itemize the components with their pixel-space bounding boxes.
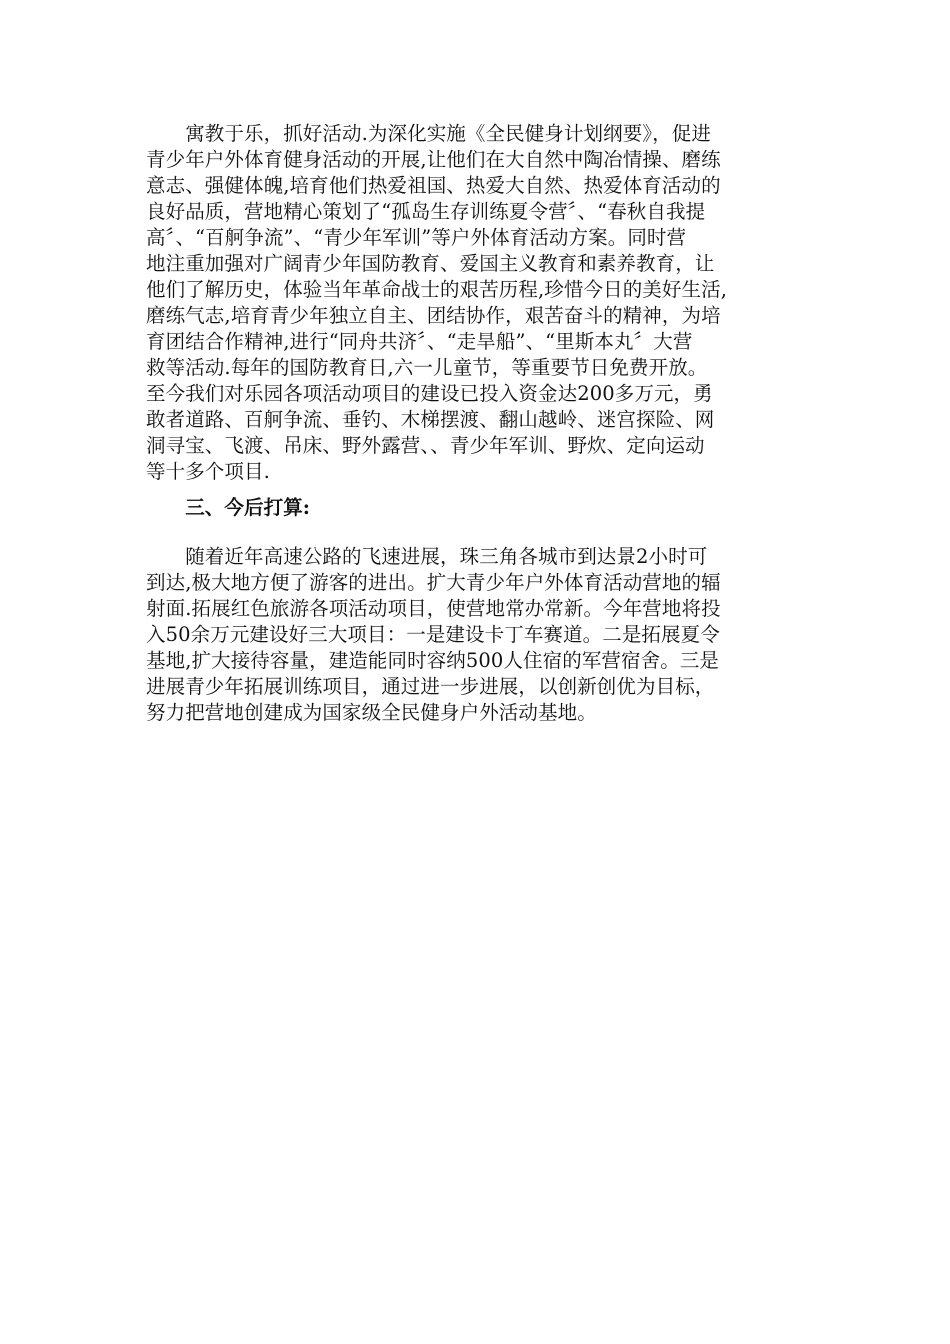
text-line: 努力把营地创建成为国家级全民健身户外活动基地。 bbox=[146, 701, 597, 724]
heading-text: 三、今后打算: bbox=[146, 496, 311, 519]
text-line: 随着近年高速公路的飞速进展，珠三角各城市到达景2小时可 bbox=[146, 545, 708, 568]
text-line: 良好品质，营地精心策划了“孤岛生存训练夏令营〞、“春秋自我提 bbox=[146, 200, 706, 223]
text-line: 意志、强健体魄,培育他们热爱祖国、热爱大自然、热爱体育活动的 bbox=[146, 174, 721, 197]
section-heading bbox=[146, 495, 810, 521]
text-line: 他们了解历史，体验当年革命战士的艰苦历程,珍惜今日的美好生活, bbox=[146, 278, 727, 301]
text-line: 到达,极大地方便了游客的进出。扩大青少年户外体育活动营地的辐 bbox=[146, 571, 721, 594]
text-line: 基地,扩大接待容量，建造能同时容纳500人住宿的军营宿舍。三是 bbox=[146, 649, 720, 672]
text-line: 进展青少年拓展训练项目，通过进一步进展，以创新创优为目标， bbox=[146, 675, 715, 698]
text-line: 入50余万元建设好三大项目：一是建设卡丁车赛道。二是拓展夏令 bbox=[146, 623, 720, 646]
text-line: 敢者道路、百舸争流、垂钓、木梯摆渡、翻山越岭、迷宫探险、网 bbox=[146, 408, 715, 431]
text-line: 高〞、“百舸争流”、“青少年军训”等户外体育活动方案。同时营 bbox=[146, 226, 687, 249]
text-line: 救等活动.每年的国防教育日,六一儿童节，等重要节日免费开放。 bbox=[146, 356, 708, 379]
text-line: 育团结合作精神,进行“同舟共济〞、“走旱船”、“里斯本丸〞大营 bbox=[146, 330, 693, 353]
text-line: 至今我们对乐园各项活动项目的建设已投入资金达200多万元，勇 bbox=[146, 382, 713, 405]
text-line: 寓教于乐，抓好活动.为深化实施《全民健身计划纲要》，促进 bbox=[146, 122, 711, 145]
paragraph-activities bbox=[146, 121, 810, 485]
text-line: 射面.拓展红色旅游各项活动项目，使营地常办常新。今年营地将投 bbox=[146, 597, 721, 620]
text-line: 地注重加强对广阔青少年国防教育、爱国主义教育和素养教育，让 bbox=[146, 252, 715, 275]
text-line: 青少年户外体育健身活动的开展,让他们在大自然中陶冶情操、磨练 bbox=[146, 148, 721, 171]
text-line: 磨练气志,培育青少年独立自主、团结协作，艰苦奋斗的精神，为培 bbox=[146, 304, 721, 327]
paragraph-future-plans bbox=[146, 544, 810, 726]
text-line: 洞寻宝、飞渡、吊床、野外露营、、青少年军训、野炊、定向运动 bbox=[146, 434, 705, 457]
text-line: 等十多个项目. bbox=[146, 460, 270, 483]
